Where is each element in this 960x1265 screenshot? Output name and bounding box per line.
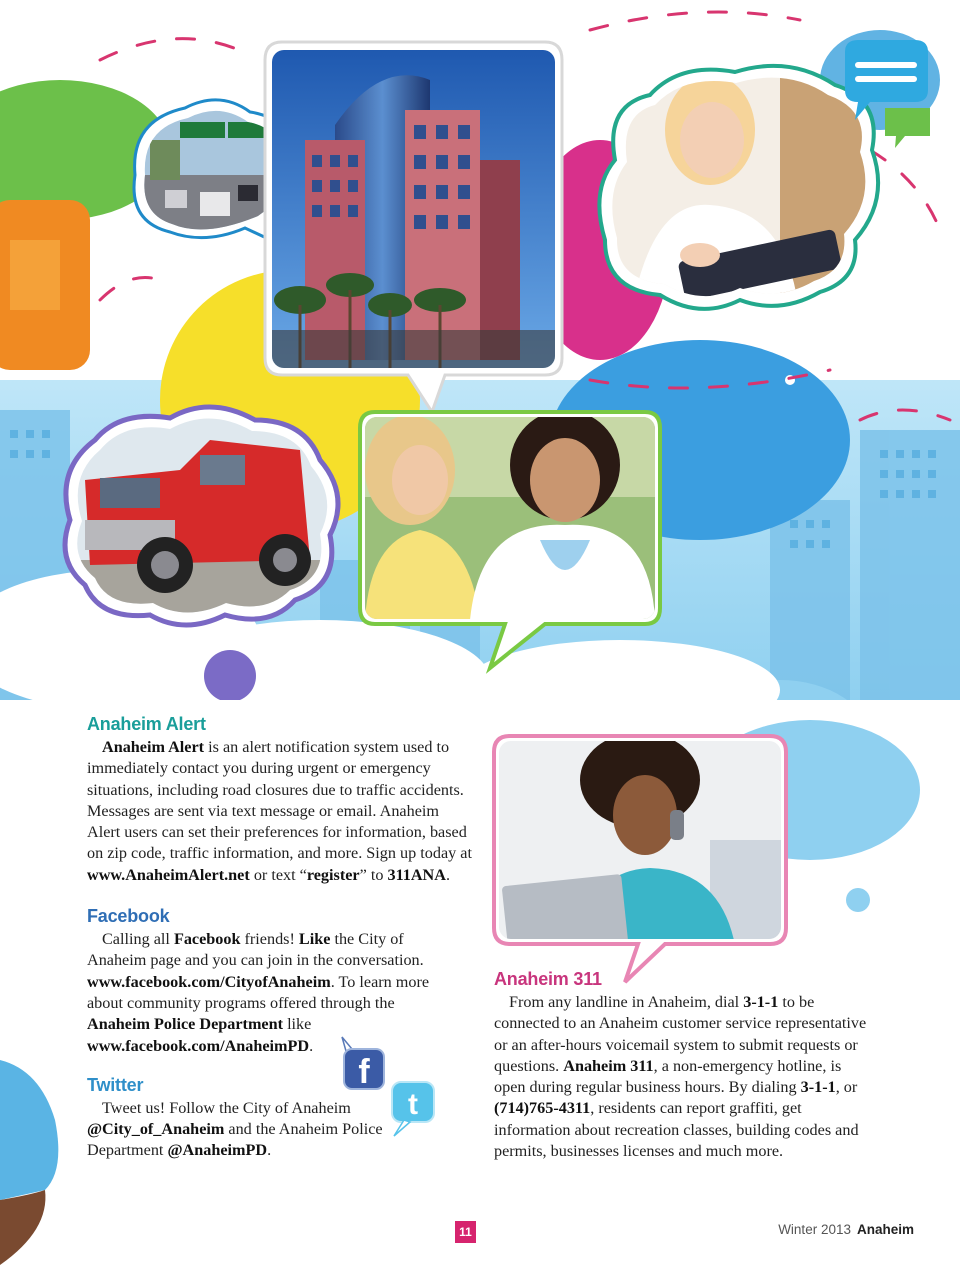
anaheim-alert-heading: Anaheim Alert <box>87 714 206 734</box>
issue-date: Winter 2013 <box>778 1222 851 1237</box>
anaheim-311-heading: Anaheim 311 <box>494 969 602 989</box>
anaheim-311-paragraph: From any landline in Anaheim, dial 3-1-1 to be connected to an Anaheim customer service representative or an after-hours voicemail system to submit requests or questions. Anaheim 311, a non-emergency hotline, is open during regular business hours. By dialing 3-1-1, or (714)765-4311, residents can report graffiti, get information about recreation classes, building codes and permits, businesses licenses and much more. <box>494 993 867 1161</box>
anaheim-alert-link[interactable]: www.AnaheimAlert.net <box>87 865 250 884</box>
facebook-paragraph: Calling all Facebook friends! Like the City of Anaheim page and you can join in the conversation. www.facebook.com/CityofAnaheim. To learn more about community programs offered through the Anaheim Police Department like www.facebook.com/AnaheimPD. <box>87 930 430 1055</box>
phone-woman-photo <box>480 720 940 990</box>
page-number: 11 <box>455 1221 476 1243</box>
facebook-icon[interactable] <box>338 1035 388 1095</box>
twitter-heading: Twitter <box>87 1074 144 1095</box>
magazine-name: Anaheim <box>856 1222 914 1237</box>
footer-issue <box>778 1222 914 1237</box>
twitter-pd-handle[interactable]: @AnaheimPD <box>167 1141 268 1160</box>
facebook-city-link[interactable]: www.facebook.com/CityofAnaheim <box>87 972 331 991</box>
anaheim-311-phone[interactable]: (714)765-4311 <box>494 1099 591 1118</box>
twitter-paragraph: Tweet us! Follow the City of Anaheim @City_of_Anaheim and the Anaheim Police Department @AnaheimPD. <box>87 1098 383 1160</box>
svg-text:f: f <box>358 1053 370 1091</box>
anaheim-alert-paragraph: Anaheim Alert is an alert notification system used to immediately contact you during urgent or emergency situations, including road closures due to traffic accidents. Messages are sent via text message or email. Anaheim Alert users can set their preferences for information, based on zip code, traffic information, and more. Sign up today at www.AnaheimAlert.net or text “register” to 311ANA. <box>87 738 472 884</box>
facebook-pd-link[interactable]: www.facebook.com/AnaheimPD <box>87 1036 310 1055</box>
right-column <box>494 969 874 1162</box>
twitter-icon[interactable] <box>386 1080 442 1140</box>
facebook-heading: Facebook <box>87 906 170 927</box>
person-edge-decoration <box>0 1060 70 1265</box>
svg-text:t: t <box>408 1088 418 1121</box>
twitter-city-handle[interactable]: @City_of_Anaheim <box>87 1120 225 1139</box>
